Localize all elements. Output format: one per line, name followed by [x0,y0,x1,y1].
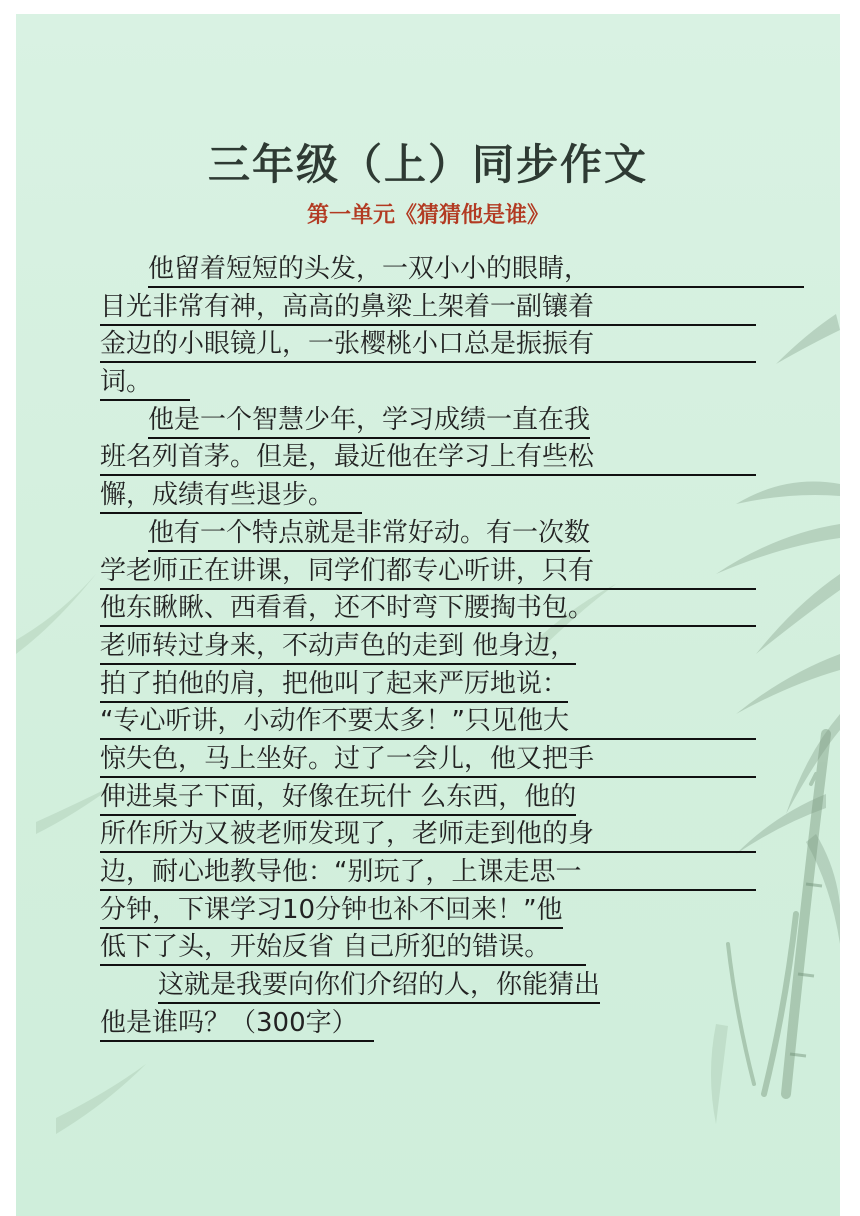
essay-line: 他是一个智慧少年，学习成绩一直在我 [100,402,756,440]
essay-line: 分钟，下课学习10分钟也补不回来！”他 [100,892,756,930]
essay-line: 他东瞅瞅、西看看，还不时弯下腰掏书包。 [100,590,756,628]
essay-line: 班名列首茅。但是，最近他在学习上有些松 [100,439,756,477]
essay-line: “专心听讲，小动作不要太多！”只见他大 [100,703,756,741]
essay-line: 他留着短短的头发，一双小小的眼睛， [100,251,756,289]
essay-line: 惊失色，马上坐好。过了一会儿，他又把手 [100,741,756,779]
essay-line: 词。 [100,364,756,402]
document-page [16,14,840,1216]
essay-line: 金边的小眼镜儿，一张樱桃小口总是振振有 [100,326,756,364]
essay-line: 他有一个特点就是非常好动。有一次数 [100,515,756,553]
essay-line: 学老师正在讲课，同学们都专心听讲，只有 [100,553,756,591]
essay-line: 边，耐心地教导他：“别玩了，上课走思一 [100,854,756,892]
essay-line: 懈，成绩有些退步。 [100,477,756,515]
essay-line: 伸进桌子下面，好像在玩什 么东西，他的 [100,779,756,817]
essay-body [100,251,756,1042]
essay-line: 老师转过身来，不动声色的走到 他身边， [100,628,756,666]
essay-line: 拍了拍他的肩，把他叫了起来严厉地说： [100,666,756,704]
document-subtitle: 第一单元《猜猜他是谁》 [306,202,549,228]
document-title: 三年级（上）同步作文 [207,140,648,189]
essay-line: 这就是我要向你们介绍的人，你能猜出 [100,967,756,1005]
essay-line: 他是谁吗？（300字） [100,1005,756,1043]
essay-line: 低下了头，开始反省 自己所犯的错误。 [100,929,756,967]
essay-line: 所作所为又被老师发现了，老师走到他的身 [100,816,756,854]
essay-line: 目光非常有神，高高的鼻梁上架着一副镶着 [100,289,756,327]
